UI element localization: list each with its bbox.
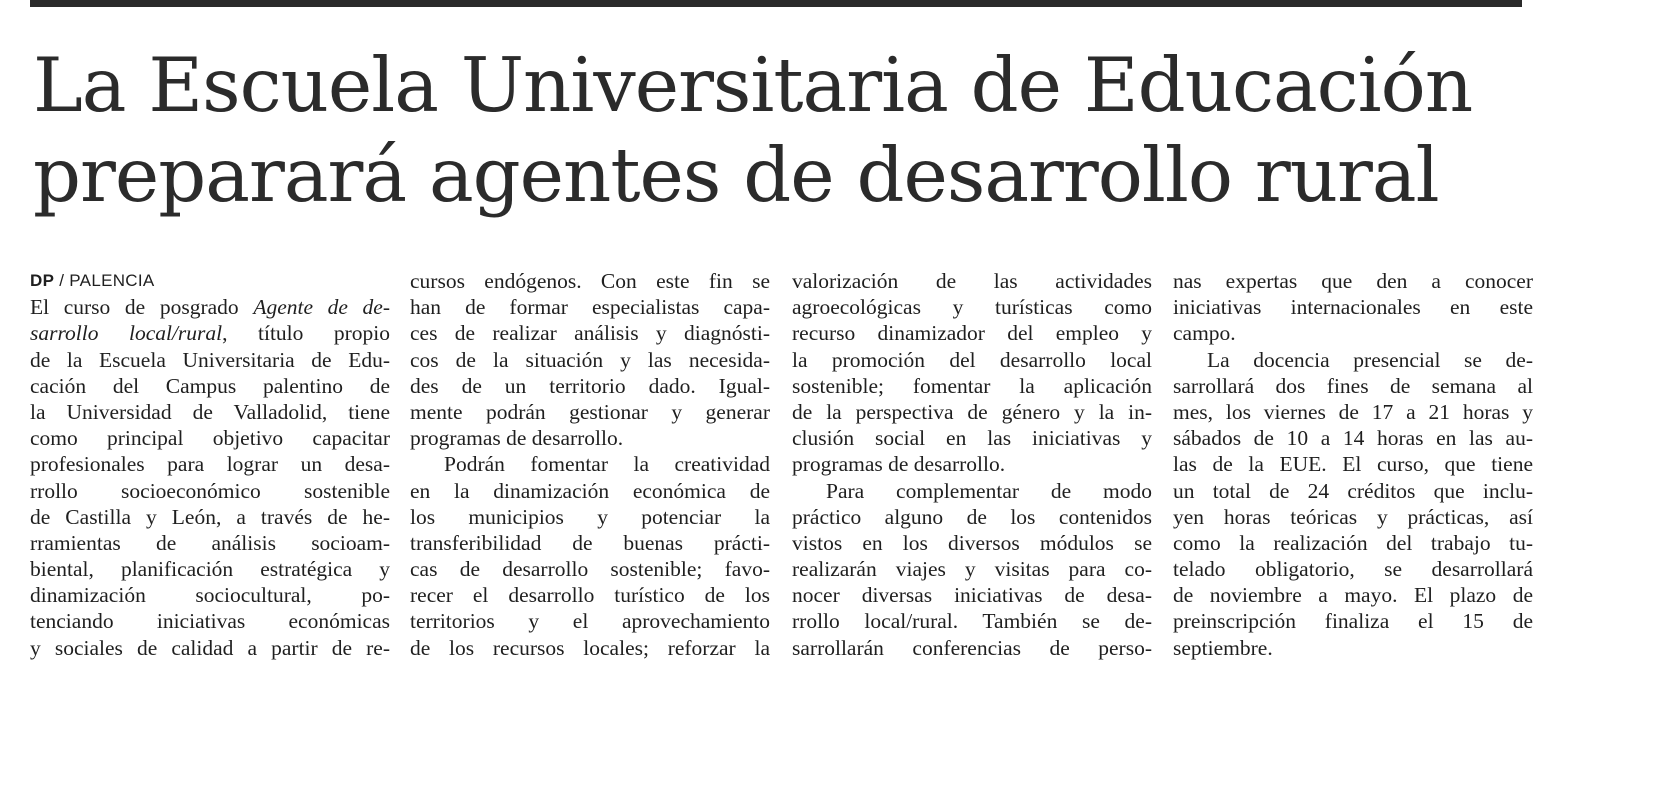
text-line: como principal objetivo capacitar [30,426,390,451]
text-line: han de formar especialistas capa- [410,295,770,320]
text-line: como la realización del trabajo tu- [1173,530,1533,555]
text-line: sarrollarán conferencias de perso- [792,635,1152,660]
byline-location: PALENCIA [69,271,155,290]
text-line: transferibilidad de buenas prácti- [410,530,770,555]
text-line: en la dinamización económica de [410,478,770,503]
text-line: des de un territorio dado. Igual- [410,373,770,398]
text-line: dinamización sociocultural, po- [30,583,390,608]
text-line: de Castilla y León, a través de he- [30,504,390,529]
text-line: cación del Campus palentino de [30,373,390,398]
text-line: realizarán viajes y visitas para co- [792,557,1152,582]
text-line: la Universidad de Valladolid, tiene [30,399,390,424]
text-line: mente podrán gestionar y generar [410,399,770,424]
article-column-2 [410,268,770,661]
text-line: Podrán fomentar la creatividad [444,452,770,477]
course-title-italic: Agente de de- [253,295,390,320]
text-line: recurso dinamizador del empleo y [792,321,1152,346]
text-line: un total de 24 créditos que inclu- [1173,478,1533,503]
text-line: La docencia presencial se de- [1207,347,1533,372]
text-line: cas de desarrollo sostenible; favo- [410,557,770,582]
text-line: sarrollará dos fines de semana al [1173,373,1533,398]
text-line: nocer diversas iniciativas de desa- [792,583,1152,608]
text-line: telado obligatorio, se desarrollará [1173,557,1533,582]
article-column-1 [30,268,390,661]
text-line: de noviembre a mayo. El plazo de [1173,583,1533,608]
text-fragment: , título propio [222,321,390,346]
text-line: territorios y el aprovechamiento [410,609,770,634]
text-line [30,294,390,320]
text-line: iniciativas internacionales en este [1173,295,1533,320]
text-line: recer el desarrollo turístico de los [410,583,770,608]
text-line: nas expertas que den a conocer [1173,269,1533,293]
text-line: septiembre. [1173,635,1273,660]
headline-line-2: preparará agentes de desarrollo rural [33,131,1439,219]
article-column-4 [1173,268,1533,661]
text-line: programas de desarrollo. [792,452,1006,477]
text-line: sábados de 10 a 14 horas en las au- [1173,426,1533,451]
text-line: los municipios y potenciar la [410,504,770,529]
text-line: valorización de las actividades [792,269,1152,293]
text-line: campo. [1173,321,1236,346]
text-line: las de la EUE. El curso, que tiene [1173,452,1533,477]
text-line: rrollo local/rural. También se de- [792,609,1152,634]
text-line: y sociales de calidad a partir de re- [30,635,390,660]
text-line: preinscripción finaliza el 15 de [1173,609,1533,634]
text-line: práctico alguno de los contenidos [792,504,1152,529]
text-line: tenciando iniciativas económicas [30,609,390,634]
text-line: de la perspectiva de género y la in- [792,399,1152,424]
headline [33,40,1533,220]
text-line: ces de realizar análisis y diagnósti- [410,321,770,346]
text-line: vistos en los diversos módulos se [792,530,1152,555]
text-line: rrollo socioeconómico sostenible [30,478,390,503]
top-rule [30,0,1522,7]
text-line: biental, planificación estratégica y [30,557,390,582]
text-line: profesionales para lograr un desa- [30,452,390,477]
byline-agency: DP [30,271,55,290]
article-column-3 [792,268,1152,661]
text-line: cursos endógenos. Con este fin se [410,269,770,293]
text-line: sostenible; fomentar la aplicación [792,373,1152,398]
text-line: cos de la situación y las necesida- [410,347,770,372]
text-line: Para complementar de modo [826,478,1152,503]
text-line [30,320,390,346]
text-fragment: El curso de posgrado [30,295,254,320]
text-line: clusión social en las iniciativas y [792,426,1152,451]
byline-separator: / [54,271,70,290]
byline [30,268,390,294]
text-line: la promoción del desarrollo local [792,347,1152,372]
text-line: de la Escuela Universitaria de Edu- [30,347,390,372]
text-line: agroecológicas y turísticas como [792,295,1152,320]
text-line: rramientas de análisis socioam- [30,530,390,555]
text-line: programas de desarrollo. [410,426,624,451]
headline-line-1: La Escuela Universitaria de Educación [33,41,1473,129]
course-title-italic: sarrollo local/rural [30,321,223,346]
text-line: mes, los viernes de 17 a 21 horas y [1173,399,1533,424]
text-line: de los recursos locales; reforzar la [410,635,770,660]
text-line: yen horas teóricas y prácticas, así [1173,504,1533,529]
